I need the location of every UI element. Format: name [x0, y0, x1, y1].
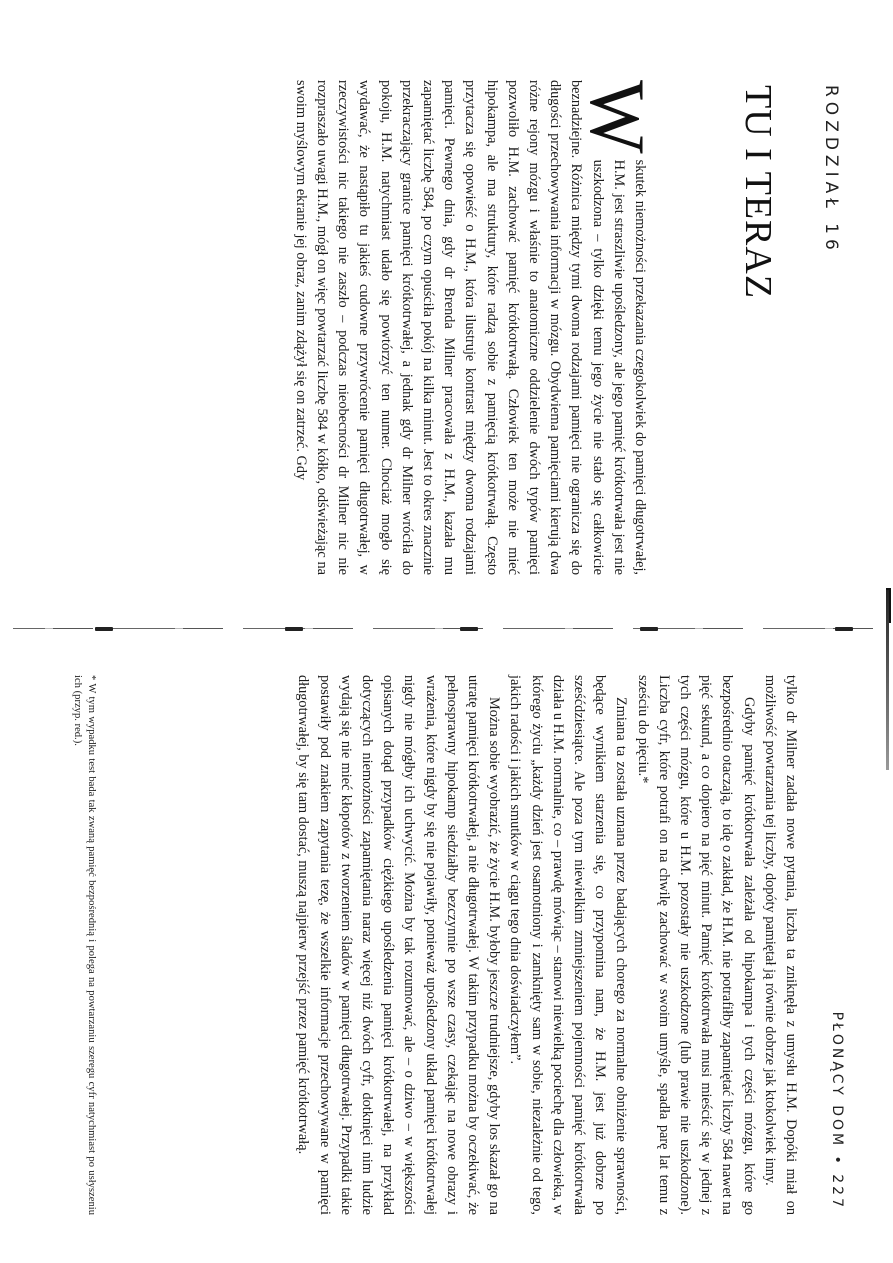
crop-mark: [95, 627, 113, 631]
footnote: * W tym wypadku test bada tak zwaną pamięć bezpośrednią i polega na powtarzaniu szeregu cyfr natychmiast po usłyszeniu ich (przyp. red.).: [72, 675, 97, 1215]
paragraph-text: skutek niemożności przekazania czegokolwiek do pamięci długotrwałej, H.M. jest straszliwie upośledzony, ale jego pamięć krótkotrwała jest nie uszkodzona – tylko dzięki temu jego życie nie stało się całkowicie beznadziejne. Różnica między tymi dwoma rodzajami pamięci nie ogranicza się do długości przechowywania informacji w mózgu. Obydwiema pamięciami kierują dwa różne rejony mózgu i właśnie to anatomiczne oddzielenie dwóch typów pamięci pozwoliło H.M. zachować pamięć krótkotrwałą. Człowiek ten może nie mieć hipokampa, ale ma struktury, które radzą sobie z pamięcią krótkotrwałą. Często przytacza się opowieść o H.M., która ilustruje kontrast między dwoma rodzajami pamięci. Pewnego dnia, gdy dr Brenda Milner pracowała z H.M., kazała mu zapamiętać liczbę 584, po czym opuściła pokój na kilka minut. Jest to okres znacznie przekraczający granice pamięci krótkotrwałej, a jednak gdy dr Milner wróciła do pokoju, H.M. natychmiast udało się powtórzyć ten numer. Chociaż mogło się wydawać, że nastąpiło tu jakieś cudowne przywrócenie pamięci długotrwałej, w rzeczywistości nic takiego nie zaszło – podczas nieobecności dr Milner nic nie rozpraszało uwagi H.M., mógł on więc powtarzać liczbę 584 w kółko, odświeżając na swoim myślowym ekranie jej obraz, zanim zdążył się on zatrzeć. Gdy: [292, 80, 648, 575]
chapter-body: [290, 80, 661, 575]
paragraph: tylko dr Milner zadała nowe pytania, liczba ta zniknęła z umysłu H.M. Dopóki miał on możliwość powtarzania tej liczby, dopóty pamiętał ją równie dobrze jak ktokolwiek inny.: [761, 675, 799, 1215]
page-body: [292, 675, 801, 1215]
paragraph: Można sobie wyobrazić, że życie H.M. byłoby jeszcze trudniejsze, gdyby los skazał go na utratę pamięci krótkotrwałej, a nie długotrwałej. W takim przypadku można by oczekiwać, że pełnosprawny hipokamp siedziałby bezczynnie po wsze czasy, czekając na nowe obrazy i wrażenia, które nigdy by się nie pojawiły, ponieważ upośledzony układ pamięci krótkotrwałej nigdy nie mógłby ich uchwycić. Można by tak rozumować, ale – o dziwo – w większości opisanych dotąd przypadków ciężkiego upośledzenia pamięci krótkotrwałej, na przykład dotyczących niemożności zapamiętania naraz więcej niż dwóch cyfr, dotknięci nim ludzie wydają się nie mieć kłopotów z tworzeniem śladów w pamięci długotrwałej. Przypadki takie postawiły pod znakiem zapytania tezę, że wszelkie informacje przechowywane w pamięci długotrwałej, by się tam dostać, muszą najpierw przejść przez pamięć krótkotrwałą.: [295, 675, 503, 1215]
running-head: PŁONĄCY DOM • 227: [829, 1011, 845, 1210]
crop-mark: [285, 627, 303, 631]
drop-cap: W: [574, 80, 661, 154]
right-page: [0, 675, 893, 1220]
chapter-label: ROZDZIAŁ 16: [821, 85, 841, 255]
crop-mark: [640, 627, 658, 631]
gutter-divider: [13, 628, 873, 629]
crop-mark: [835, 627, 853, 631]
chapter-title: TU I TERAZ: [736, 85, 779, 300]
paragraph: Zmiana ta została uznana przez badających chorego za normalne obniżenie sprawności, będące wynikiem starzenia się, co przypomina nam, że H.M. jest już dobrze po sześćdziesiątce. Ale poza tym niewielkim zmniejszeniem pojemności pamięć krótkotrwała działa u H.M. normalnie, co – prawdę mówiąc – stanowi niewielką pociechę dla człowieka, w którego życiu „każdy dzień jest osamotniony i zamknięty sam w sobie, niezależnie od tego, jakich radości i jakich smutków w ciągu tego dnia doświadczyłem”.: [507, 675, 630, 1215]
left-page: [0, 80, 893, 585]
paragraph: [290, 80, 661, 575]
paragraph: Gdyby pamięć krótkotrwała zależała od hipokampa i tych części mózgu, które go bezpośrednio otaczają, to idę o zakład, że H.M. nie potrafiłby zapamiętać liczby 584 nawet na pięć sekund, a co dopiero na pięć minut. Pamięć krótkotrwała musi mieścić się w jednej z tych części mózgu, które u H.M. pozostały nie uszkodzone (lub prawie nie uszkodzone). Liczba cyfr, które potrafi on na chwilę zachować w swoim umyśle, spadła parę lat temu z sześciu do pięciu.*: [634, 675, 757, 1215]
crop-mark: [460, 627, 478, 631]
